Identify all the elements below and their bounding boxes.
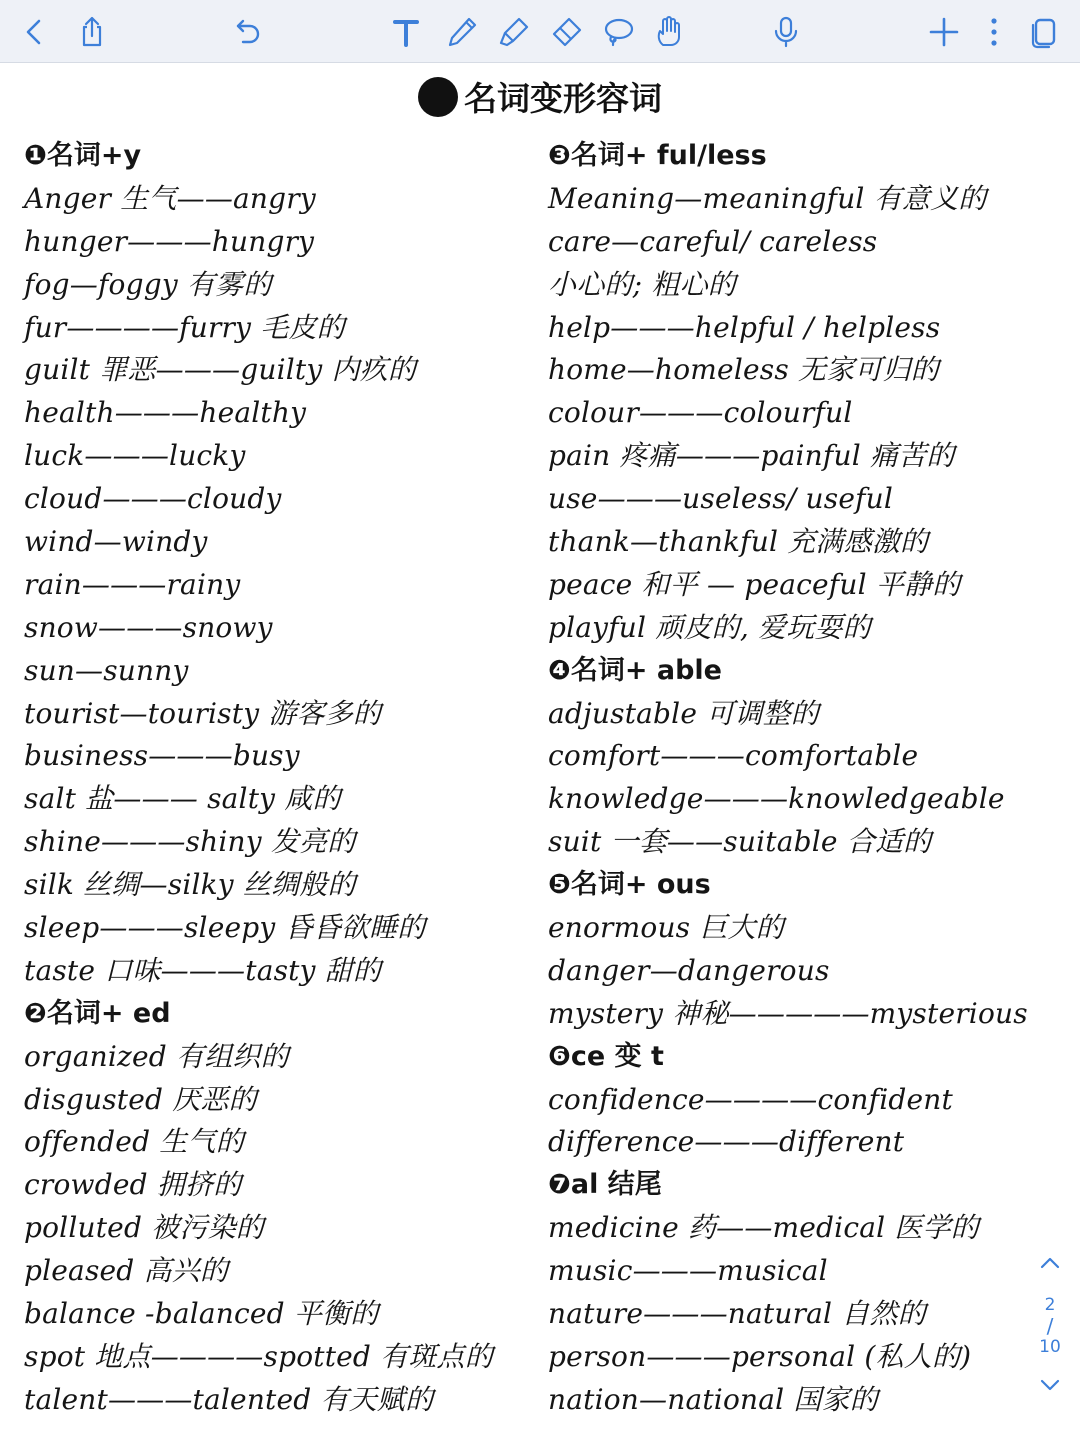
vocab-line: luck———lucky bbox=[24, 439, 246, 473]
vocab-line: care—careful/ careless bbox=[548, 224, 878, 258]
vocab-line: organized 有组织的 bbox=[24, 1039, 289, 1073]
vocab-line: hunger———hungry bbox=[24, 224, 315, 258]
section-heading: ❻ce 变 t bbox=[548, 1040, 664, 1072]
vocab-line: silk 丝绸—silky 丝绸般的 bbox=[24, 868, 356, 902]
highlighter-icon[interactable] bbox=[494, 12, 534, 52]
next-page-icon[interactable] bbox=[1030, 1367, 1070, 1403]
vocab-line: playful 顽皮的, 爱玩耍的 bbox=[548, 610, 871, 644]
vocab-line: sun—sunny bbox=[24, 653, 189, 687]
vocab-line: tourist—touristy 游客多的 bbox=[24, 696, 382, 730]
vocab-line: spot 地点————spotted 有斑点的 bbox=[24, 1339, 493, 1373]
vocab-line: comfort———comfortable bbox=[548, 739, 919, 773]
vocab-line: thank—thankful 充满感激的 bbox=[548, 525, 929, 559]
share-icon[interactable] bbox=[72, 12, 112, 52]
vocab-line: Meaning—meaningful 有意义的 bbox=[548, 181, 987, 215]
page-separator: / bbox=[1046, 1314, 1054, 1338]
bullet-dot-icon bbox=[418, 77, 458, 117]
vocab-line: talent———talented 有天赋的 bbox=[24, 1382, 434, 1416]
vocab-line: snow———snowy bbox=[24, 610, 273, 644]
vocab-line: adjustable 可调整的 bbox=[548, 696, 819, 730]
vocab-line: business———busy bbox=[24, 739, 300, 773]
vocab-line: knowledge———knowledgeable bbox=[548, 782, 1005, 816]
vocab-line: suit 一套——suitable 合适的 bbox=[548, 825, 932, 859]
pages-icon[interactable] bbox=[1024, 12, 1064, 52]
plus-icon[interactable] bbox=[924, 12, 964, 52]
vocab-line: crowded 拥挤的 bbox=[24, 1168, 242, 1202]
vocab-line: taste 口味———tasty 甜的 bbox=[24, 953, 382, 987]
note-page bbox=[0, 63, 1080, 1440]
vocab-line: guilt 罪恶———guilty 内疚的 bbox=[24, 353, 417, 387]
page-title-row bbox=[0, 73, 1080, 120]
section-heading: ❸名词+ ful/less bbox=[548, 140, 767, 171]
vocab-line: confidence————confident bbox=[548, 1082, 953, 1116]
vocab-line: colour———colourful bbox=[548, 396, 853, 430]
vocab-line: nature———natural 自然的 bbox=[548, 1297, 926, 1331]
vocab-line: difference———different bbox=[548, 1125, 905, 1159]
section-heading: ❺名词+ ous bbox=[548, 869, 711, 901]
vocab-line: polluted 被污染的 bbox=[24, 1211, 264, 1245]
page-title: 名词变形容词 bbox=[464, 79, 662, 118]
vocab-line: person———personal (私人的) bbox=[548, 1339, 972, 1373]
vocab-line: pain 疼痛———painful 痛苦的 bbox=[548, 439, 955, 473]
vocab-line: disgusted 厌恶的 bbox=[24, 1082, 257, 1116]
vocab-line: shine———shiny 发亮的 bbox=[24, 825, 356, 859]
vocab-line: balance -balanced 平衡的 bbox=[24, 1297, 379, 1331]
undo-icon[interactable] bbox=[228, 12, 268, 52]
more-icon[interactable] bbox=[974, 12, 1014, 52]
vocab-line: peace 和平 — peaceful 平静的 bbox=[548, 567, 961, 601]
vocab-line: cloud———cloudy bbox=[24, 482, 282, 516]
previous-page-icon[interactable] bbox=[1030, 1245, 1070, 1281]
current-page-number: 2 bbox=[1044, 1295, 1056, 1315]
pen-icon[interactable] bbox=[442, 12, 482, 52]
vocab-line: fur————furry 毛皮的 bbox=[24, 310, 345, 344]
eraser-icon[interactable] bbox=[546, 12, 586, 52]
back-icon[interactable] bbox=[14, 12, 54, 52]
text-tool-icon[interactable] bbox=[386, 12, 426, 52]
left-column bbox=[24, 135, 524, 1422]
vocab-line: Anger 生气——angry bbox=[24, 181, 316, 215]
section-heading: ❼al 结尾 bbox=[548, 1169, 662, 1201]
hand-icon[interactable] bbox=[650, 12, 690, 52]
vocab-line: sleep———sleepy 昏昏欲睡的 bbox=[24, 911, 426, 945]
vocab-line: wind—windy bbox=[24, 525, 208, 559]
section-heading: ❹名词+ able bbox=[548, 654, 722, 686]
right-column bbox=[548, 135, 1028, 1422]
vocab-line: offended 生气的 bbox=[24, 1125, 244, 1159]
vocab-line: danger—dangerous bbox=[548, 953, 830, 987]
page-navigator bbox=[1030, 1245, 1070, 1415]
vocab-line: rain———rainy bbox=[24, 567, 241, 601]
vocab-line: enormous 巨大的 bbox=[548, 911, 784, 945]
vocab-line: music———musical bbox=[548, 1254, 828, 1288]
total-page-count: 10 bbox=[1039, 1337, 1061, 1357]
vocab-line: 小心的; 粗心的 bbox=[548, 267, 736, 301]
lasso-icon[interactable] bbox=[598, 12, 638, 52]
microphone-icon[interactable] bbox=[766, 12, 806, 52]
vocab-line: help———helpful / helpless bbox=[548, 310, 941, 344]
section-heading: ❶名词+y bbox=[24, 140, 142, 171]
vocab-line: mystery 神秘—————mysterious bbox=[548, 996, 1028, 1030]
vocab-line: home—homeless 无家可归的 bbox=[548, 353, 939, 387]
vocab-line: pleased 高兴的 bbox=[24, 1254, 229, 1288]
vocab-line: medicine 药——medical 医学的 bbox=[548, 1211, 979, 1245]
toolbar bbox=[0, 0, 1080, 63]
section-heading: ❷名词+ ed bbox=[24, 997, 171, 1029]
vocab-line: salt 盐——— salty 咸的 bbox=[24, 782, 341, 816]
vocab-line: health———healthy bbox=[24, 396, 307, 430]
vocab-line: nation—national 国家的 bbox=[548, 1382, 878, 1416]
vocab-line: fog—foggy 有雾的 bbox=[24, 267, 272, 301]
vocab-line: use———useless/ useful bbox=[548, 482, 894, 516]
